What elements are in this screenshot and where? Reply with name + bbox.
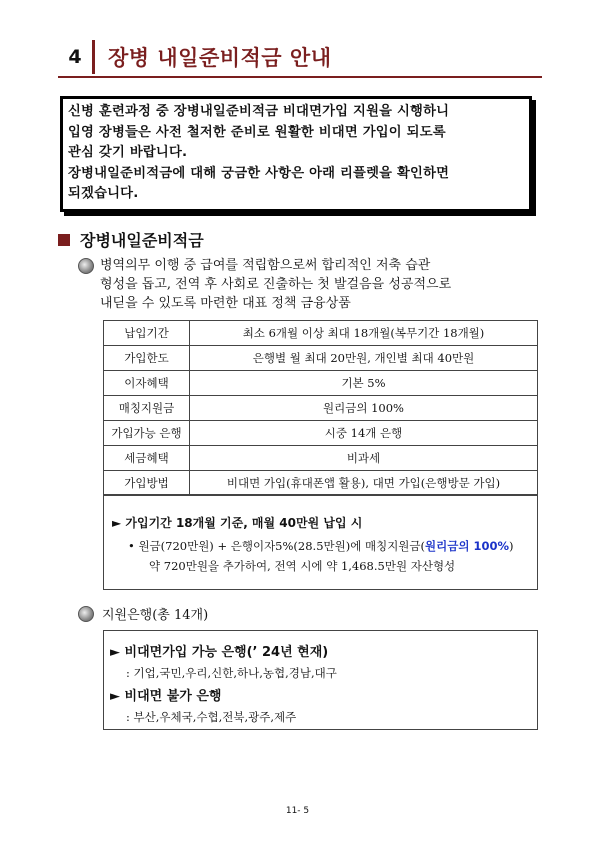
table-row: [104, 396, 538, 421]
example-box: [103, 494, 538, 590]
offline-banks-list: : 부산,우체국,수협,전북,광주,제주: [126, 710, 297, 724]
table-key: 세금혜택: [104, 446, 190, 471]
table-value: 원리금의 100%: [190, 396, 538, 421]
table-key: 이자혜택: [104, 371, 190, 396]
example-text: • 원금(720만원) + 은행이자5%(28.5만원)에 매칭지원금(: [128, 539, 426, 553]
table-row: [104, 371, 538, 396]
table-value: 비과세: [190, 446, 538, 471]
notice-line: 입영 장병들은 사전 철저한 준비로 원활한 비대면 가입이 되도록: [68, 124, 446, 140]
table-row: [104, 446, 538, 471]
product-table: [103, 320, 538, 496]
example-line: 약 720만원을 추가하여, 전역 시에 약 1,468.5만원 자산형성: [149, 559, 456, 573]
table-value: 은행별 월 최대 20만원, 개인별 최대 40만원: [190, 346, 538, 371]
table-key: 가입가능 은행: [104, 421, 190, 446]
table-value: 최소 6개월 이상 최대 18개월(복무기간 18개월): [190, 321, 538, 346]
table-key: 가입한도: [104, 346, 190, 371]
example-line: [128, 538, 513, 554]
notice-line: 되겠습니다.: [68, 186, 139, 201]
online-banks-title: ► 비대면가입 가능 은행(’ 24년 현재): [110, 645, 329, 660]
notice-line: 장병내일준비적금에 대해 궁금한 사항은 아래 리플렛을 확인하면: [68, 165, 450, 181]
section-title: [58, 228, 204, 251]
table-value: 비대면 가입(휴대폰앱 활용), 대면 가입(은행방문 가입): [190, 471, 538, 496]
intro-paragraph: [78, 256, 538, 313]
square-bullet-icon: [58, 234, 70, 246]
intro-line: 병역의무 이행 중 급여를 적립함으로써 합리적인 저축 습관: [100, 258, 431, 273]
example-text: ): [508, 539, 514, 553]
notice-line: 관심 갖기 바랍니다.: [68, 145, 188, 160]
notice-line: 신병 훈련과정 중 장병내일준비적금 비대면가입 지원을 시행하니: [68, 104, 450, 119]
circle-bullet-icon: [78, 258, 94, 274]
table-value: 기본 5%: [190, 371, 538, 396]
table-row: [104, 421, 538, 446]
intro-line: 내딛을 수 있도록 마련한 대표 정책 금융상품: [100, 296, 351, 311]
circle-bullet-icon: [78, 606, 94, 622]
table-key: 매칭지원금: [104, 396, 190, 421]
banks-heading-text: 지원은행(총 14개): [102, 608, 209, 623]
table-value: 시중 14개 은행: [190, 421, 538, 446]
banks-box: [103, 630, 538, 730]
table-row: [104, 471, 538, 496]
header-divider: [92, 40, 95, 74]
example-title: ► 가입기간 18개월 기준, 매월 40만원 납입 시: [112, 516, 363, 530]
table-row: [104, 346, 538, 371]
online-banks-list: : 기업,국민,우리,신한,하나,농협,경남,대구: [126, 666, 337, 680]
page-number: 11- 5: [285, 806, 310, 816]
section-number: 4: [68, 46, 82, 68]
table-key: 가입방법: [104, 471, 190, 496]
example-highlight: 원리금의 100%: [425, 539, 509, 553]
section-header: [58, 38, 542, 78]
offline-banks-title: ► 비대면 불가 은행: [110, 689, 222, 704]
intro-line: 형성을 돕고, 전역 후 사회로 진출하는 첫 발걸음을 성공적으로: [100, 277, 452, 292]
section-title-text: 장병내일준비적금: [80, 231, 204, 250]
banks-heading: [78, 604, 208, 623]
table-row: [104, 321, 538, 346]
notice-box: [60, 96, 532, 212]
table-key: 납입기간: [104, 321, 190, 346]
page-title: 장병 내일준비적금 안내: [108, 46, 332, 70]
header-underline: [58, 76, 542, 78]
